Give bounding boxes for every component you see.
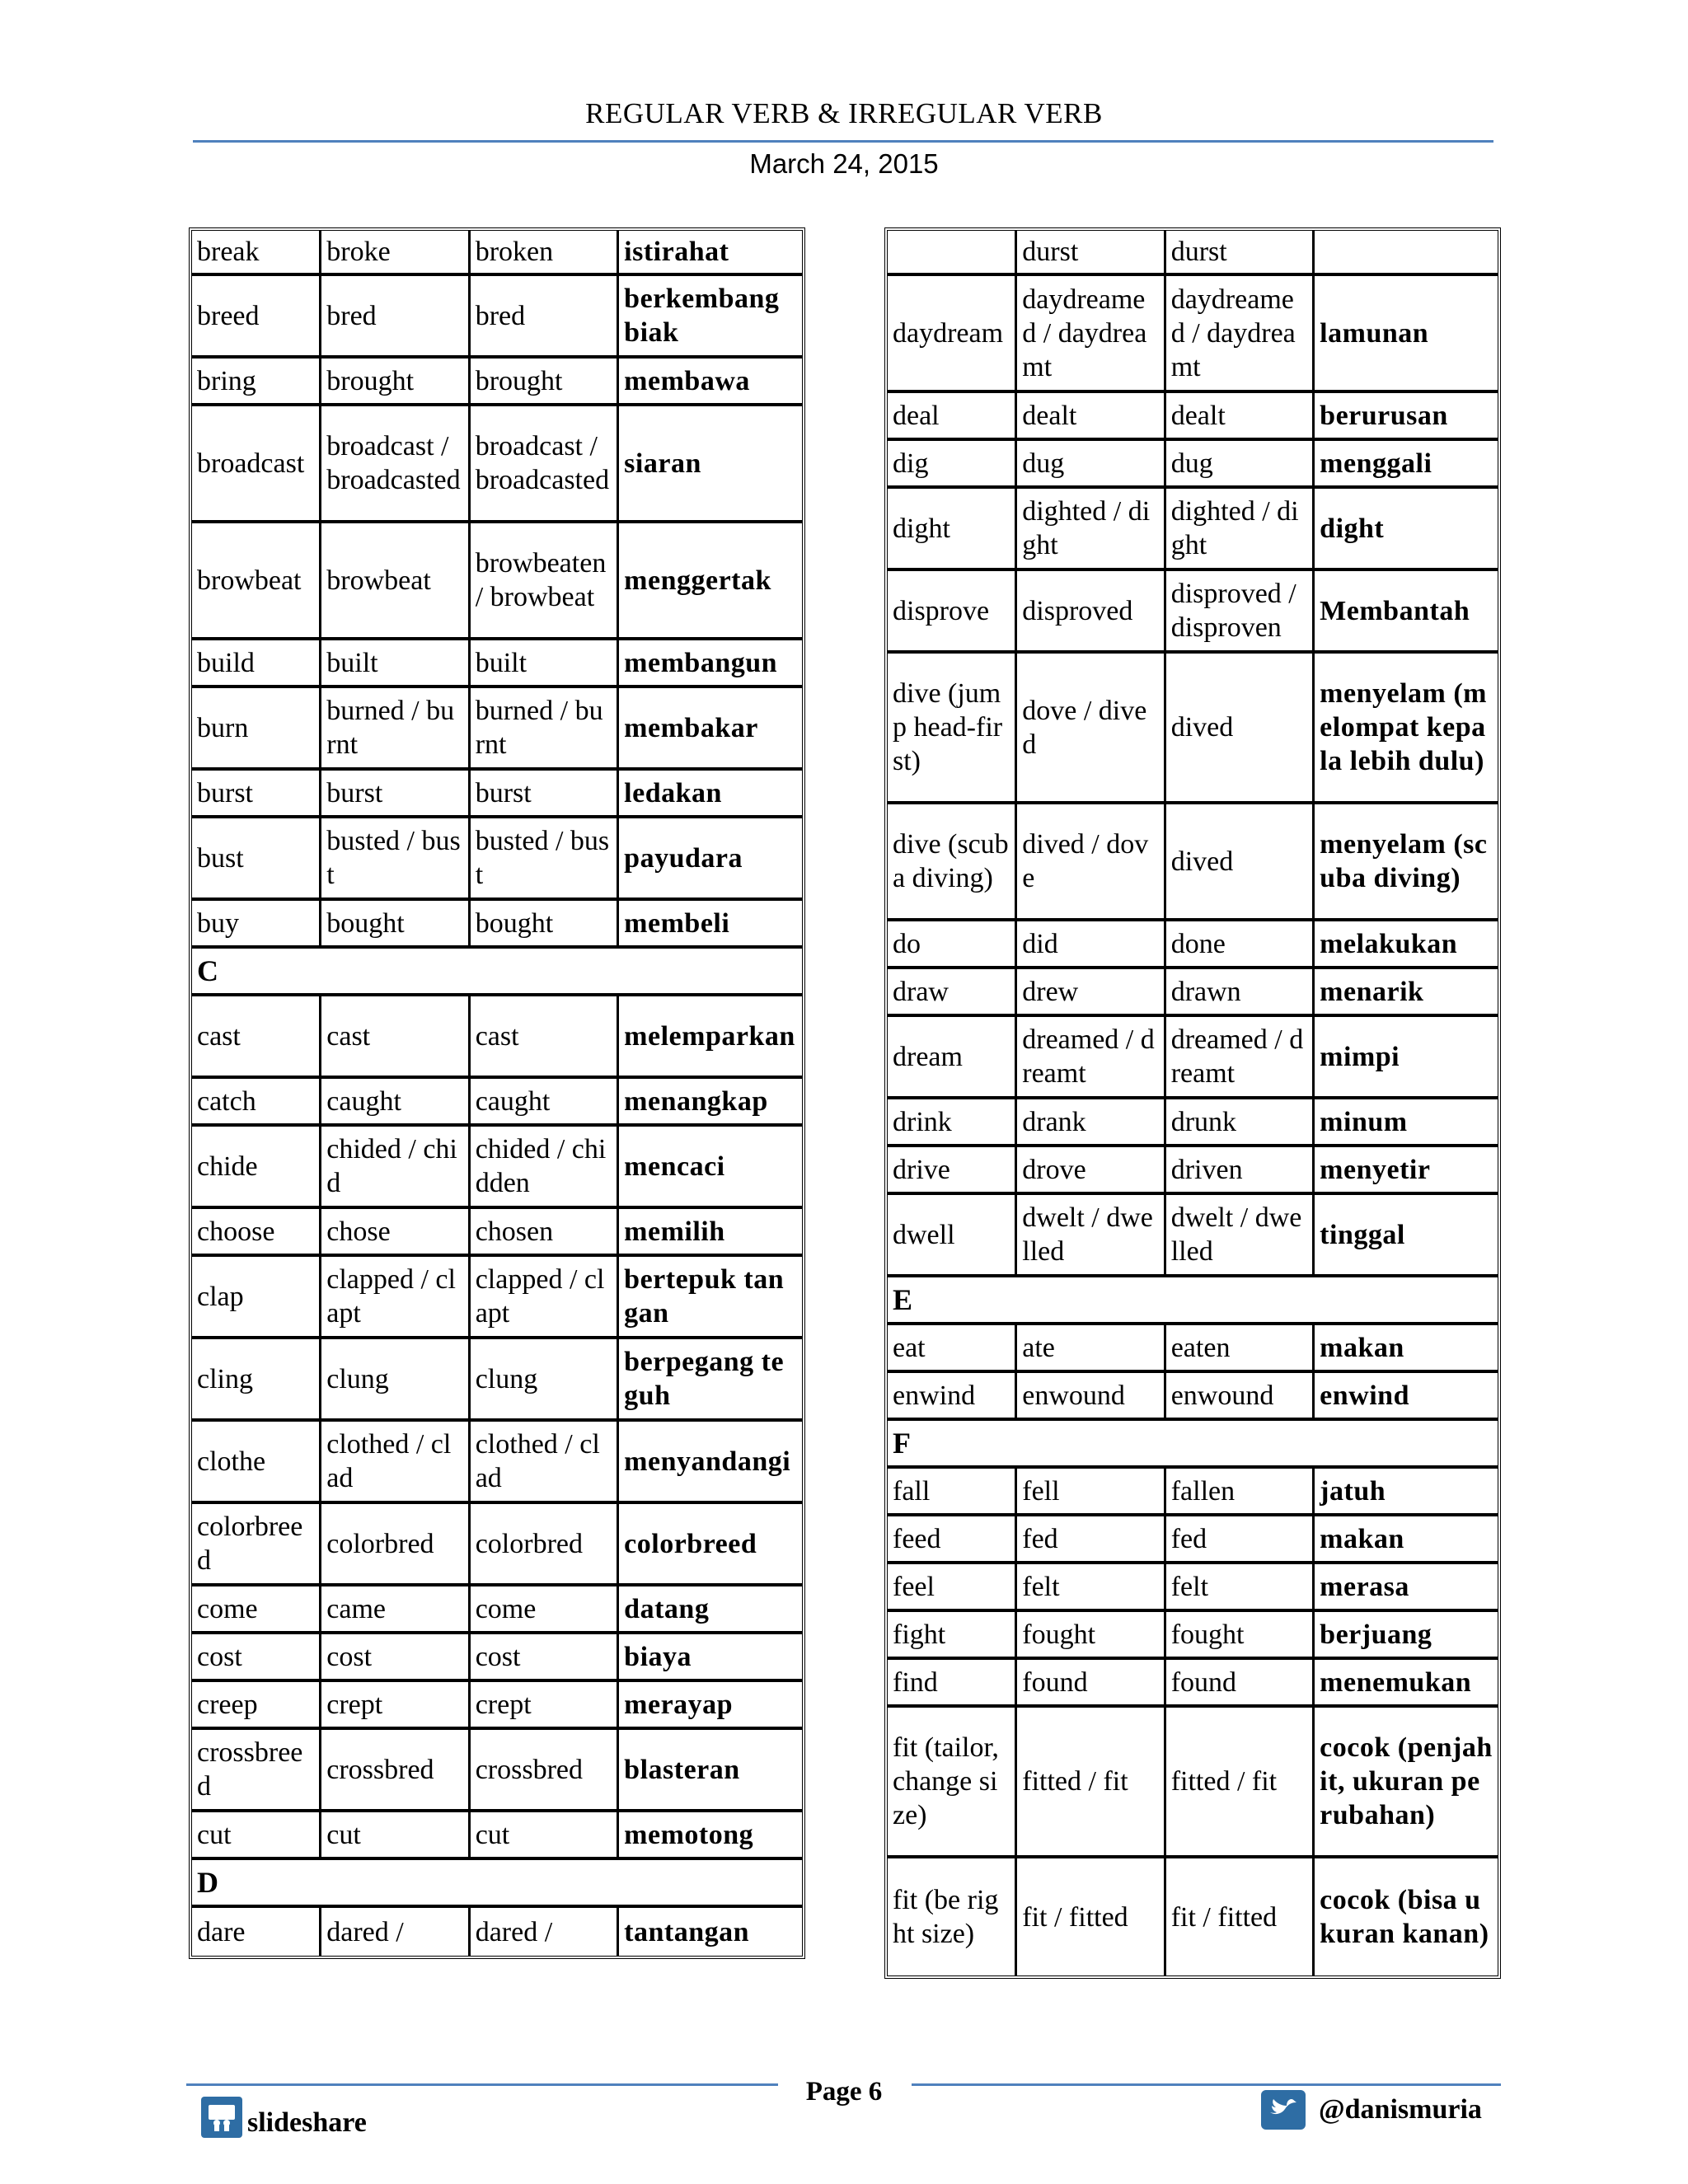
past-tense-cell: chided / chid — [321, 1127, 470, 1209]
table-row — [192, 996, 802, 1079]
base-form-cell: crossbreed — [192, 1730, 321, 1812]
table-row — [888, 1858, 1498, 1975]
base-form-cell: buy — [192, 901, 321, 949]
base-form-cell: choose — [192, 1209, 321, 1257]
base-form-cell: dream — [888, 1017, 1017, 1099]
section-letter: C — [192, 949, 802, 996]
past-participle-cell: broadcast / broadcasted — [471, 406, 619, 523]
past-participle-cell: cost — [471, 1634, 619, 1682]
indonesian-meaning-cell: blasteran — [619, 1730, 802, 1812]
indonesian-meaning-cell: colorbreed — [619, 1504, 802, 1586]
past-tense-cell: colorbred — [321, 1504, 470, 1586]
past-participle-cell: found — [1166, 1660, 1315, 1708]
base-form-cell — [888, 231, 1017, 276]
past-participle-cell: brought — [471, 359, 619, 406]
table-row — [888, 1612, 1498, 1660]
past-tense-cell: dove / dived — [1017, 654, 1165, 804]
past-tense-cell: disproved — [1017, 571, 1165, 654]
past-tense-cell: drank — [1017, 1099, 1165, 1147]
table-row — [192, 1634, 802, 1682]
indonesian-meaning-cell: lamunan — [1315, 276, 1498, 393]
indonesian-meaning-cell: menggali — [1315, 441, 1498, 489]
table-row — [888, 1147, 1498, 1195]
page-header-title: REGULAR VERB & IRREGULAR VERB — [585, 97, 1103, 129]
table-row — [888, 1277, 1498, 1325]
base-form-cell: burn — [192, 688, 321, 771]
past-participle-cell: come — [471, 1586, 619, 1634]
table-row — [192, 949, 802, 996]
verb-table-left — [189, 227, 805, 1959]
indonesian-meaning-cell: menyelam (melompat kepala lebih dulu) — [1315, 654, 1498, 804]
table-row — [888, 393, 1498, 441]
indonesian-meaning-cell: memotong — [619, 1812, 802, 1860]
past-tense-cell: fitted / fit — [1017, 1708, 1165, 1858]
table-row — [888, 921, 1498, 969]
section-letter: D — [192, 1860, 802, 1908]
indonesian-meaning-cell: datang — [619, 1586, 802, 1634]
indonesian-meaning-cell: ledakan — [619, 771, 802, 818]
section-letter: E — [888, 1277, 1498, 1325]
page-header-date: March 24, 2015 — [749, 148, 939, 179]
past-tense-cell: dared / — [321, 1908, 470, 1956]
indonesian-meaning-cell: membeli — [619, 901, 802, 949]
past-participle-cell: dealt — [1166, 393, 1315, 441]
past-tense-cell: dug — [1017, 441, 1165, 489]
past-tense-cell: drove — [1017, 1147, 1165, 1195]
past-participle-cell: dared / — [471, 1908, 619, 1956]
past-tense-cell: fed — [1017, 1516, 1165, 1564]
indonesian-meaning-cell: dight — [1315, 489, 1498, 571]
base-form-cell: dive (jump head-first) — [888, 654, 1017, 804]
past-tense-cell: drew — [1017, 969, 1165, 1017]
table-row — [888, 1708, 1498, 1858]
past-tense-cell: built — [321, 640, 470, 688]
base-form-cell: chide — [192, 1127, 321, 1209]
indonesian-meaning-cell: mencaci — [619, 1127, 802, 1209]
indonesian-meaning-cell: menarik — [1315, 969, 1498, 1017]
past-participle-cell: done — [1166, 921, 1315, 969]
base-form-cell: fight — [888, 1612, 1017, 1660]
base-form-cell: build — [192, 640, 321, 688]
indonesian-meaning-cell: menggertak — [619, 523, 802, 640]
base-form-cell: dight — [888, 489, 1017, 571]
table-row — [888, 1099, 1498, 1147]
past-tense-cell: bred — [321, 276, 470, 359]
past-participle-cell: cast — [471, 996, 619, 1079]
table-row — [192, 1812, 802, 1860]
indonesian-meaning-cell: membawa — [619, 359, 802, 406]
handle-text: @danismuria — [1319, 2094, 1482, 2125]
indonesian-meaning-cell: melemparkan — [619, 996, 802, 1079]
indonesian-meaning-cell: menangkap — [619, 1079, 802, 1127]
table-row — [192, 1422, 802, 1504]
base-form-cell: fit (be right size) — [888, 1858, 1017, 1975]
table-row — [192, 1682, 802, 1730]
past-participle-cell: disproved / disproven — [1166, 571, 1315, 654]
base-form-cell: draw — [888, 969, 1017, 1017]
table-row — [192, 276, 802, 359]
past-participle-cell: drawn — [1166, 969, 1315, 1017]
table-row — [888, 804, 1498, 921]
past-tense-cell: clothed / clad — [321, 1422, 470, 1504]
base-form-cell: deal — [888, 393, 1017, 441]
page-number: Page 6 — [805, 2077, 883, 2107]
indonesian-meaning-cell: siaran — [619, 406, 802, 523]
indonesian-meaning-cell: jatuh — [1315, 1469, 1498, 1516]
indonesian-meaning-cell: enwind — [1315, 1373, 1498, 1421]
past-participle-cell: chided / chidden — [471, 1127, 619, 1209]
base-form-cell: clothe — [192, 1422, 321, 1504]
base-form-cell: daydream — [888, 276, 1017, 393]
base-form-cell: eat — [888, 1325, 1017, 1373]
past-participle-cell: cut — [471, 1812, 619, 1860]
indonesian-meaning-cell: berurusan — [1315, 393, 1498, 441]
indonesian-meaning-cell: membakar — [619, 688, 802, 771]
base-form-cell: do — [888, 921, 1017, 969]
past-tense-cell: burned / burnt — [321, 688, 470, 771]
past-tense-cell: found — [1017, 1660, 1165, 1708]
past-tense-cell: crossbred — [321, 1730, 470, 1812]
indonesian-meaning-cell: istirahat — [619, 231, 802, 276]
past-participle-cell: clothed / clad — [471, 1422, 619, 1504]
table-row — [192, 523, 802, 640]
base-form-cell: dive (scuba diving) — [888, 804, 1017, 921]
past-tense-cell: durst — [1017, 231, 1165, 276]
indonesian-meaning-cell: Membantah — [1315, 571, 1498, 654]
base-form-cell: colorbreed — [192, 1504, 321, 1586]
table-row — [888, 1469, 1498, 1516]
brand-name: slideshare — [247, 2107, 367, 2138]
indonesian-meaning-cell: tinggal — [1315, 1195, 1498, 1277]
header-rule — [193, 140, 1493, 143]
past-tense-cell: dealt — [1017, 393, 1165, 441]
past-participle-cell: dwelt / dwelled — [1166, 1195, 1315, 1277]
table-row — [888, 1195, 1498, 1277]
past-participle-cell: bought — [471, 901, 619, 949]
table-row — [888, 1660, 1498, 1708]
table-row — [888, 1325, 1498, 1373]
past-tense-cell: clung — [321, 1339, 470, 1422]
past-participle-cell: broken — [471, 231, 619, 276]
table-row — [888, 1017, 1498, 1099]
base-form-cell: broadcast — [192, 406, 321, 523]
past-tense-cell: broke — [321, 231, 470, 276]
indonesian-meaning-cell: makan — [1315, 1516, 1498, 1564]
past-tense-cell: dived / dove — [1017, 804, 1165, 921]
past-participle-cell: fought — [1166, 1612, 1315, 1660]
past-participle-cell: fed — [1166, 1516, 1315, 1564]
base-form-cell: dare — [192, 1908, 321, 1956]
table-row — [192, 1209, 802, 1257]
base-form-cell: creep — [192, 1682, 321, 1730]
base-form-cell: bring — [192, 359, 321, 406]
table-row — [192, 818, 802, 901]
indonesian-meaning-cell: berjuang — [1315, 1612, 1498, 1660]
past-participle-cell: browbeaten / browbeat — [471, 523, 619, 640]
indonesian-meaning-cell: merasa — [1315, 1564, 1498, 1612]
past-tense-cell: fit / fitted — [1017, 1858, 1165, 1975]
indonesian-meaning-cell: menyandangi — [619, 1422, 802, 1504]
past-tense-cell: brought — [321, 359, 470, 406]
past-tense-cell: felt — [1017, 1564, 1165, 1612]
past-tense-cell: cast — [321, 996, 470, 1079]
section-letter: F — [888, 1421, 1498, 1469]
indonesian-meaning-cell: cocok (bisa ukuran kanan) — [1320, 1885, 1489, 1949]
past-tense-cell: daydreamed / daydreamt — [1017, 276, 1165, 393]
past-participle-cell: clung — [471, 1339, 619, 1422]
past-tense-cell: enwound — [1017, 1373, 1165, 1421]
past-tense-cell: caught — [321, 1079, 470, 1127]
past-participle-cell: daydreamed / daydreamt — [1166, 276, 1315, 393]
past-tense-cell: chose — [321, 1209, 470, 1257]
past-participle-cell: burned / burnt — [471, 688, 619, 771]
base-form-cell: cast — [192, 996, 321, 1079]
table-row — [192, 1257, 802, 1339]
indonesian-meaning-cell: merayap — [619, 1682, 802, 1730]
table-row — [192, 1339, 802, 1422]
base-form-cell: clap — [192, 1257, 321, 1339]
indonesian-meaning-cell: mimpi — [1315, 1017, 1498, 1099]
twitter-bird-icon — [1261, 2090, 1306, 2130]
table-row — [192, 231, 802, 276]
base-form-cell: drive — [888, 1147, 1017, 1195]
past-tense-cell: came — [321, 1586, 470, 1634]
past-tense-cell: clapped / clapt — [321, 1257, 470, 1339]
base-form-cell: bust — [192, 818, 321, 901]
indonesian-meaning-cell: menyetir — [1315, 1147, 1498, 1195]
past-participle-cell: enwound — [1166, 1373, 1315, 1421]
past-participle-cell: built — [471, 640, 619, 688]
table-row — [888, 1516, 1498, 1564]
base-form-cell: drink — [888, 1099, 1017, 1147]
base-form-cell: dwell — [888, 1195, 1017, 1277]
table-row — [192, 406, 802, 523]
indonesian-meaning-cell: cocok (penjahit, ukuran perubahan) — [1315, 1708, 1498, 1858]
base-form-cell: find — [888, 1660, 1017, 1708]
base-form-cell: breed — [192, 276, 321, 359]
past-participle-cell: driven — [1166, 1147, 1315, 1195]
past-tense-cell: crept — [321, 1682, 470, 1730]
past-participle-cell: dreamed / dreamt — [1166, 1017, 1315, 1099]
past-participle-cell: clapped / clapt — [471, 1257, 619, 1339]
slideshare-brand — [201, 2088, 367, 2138]
table-row — [192, 359, 802, 406]
base-form-cell: cost — [192, 1634, 321, 1682]
past-participle-cell: dived — [1166, 654, 1315, 804]
base-form-cell: feed — [888, 1516, 1017, 1564]
indonesian-meaning-cell — [1315, 231, 1498, 276]
table-row — [192, 1586, 802, 1634]
past-tense-cell: bought — [321, 901, 470, 949]
past-tense-cell: browbeat — [321, 523, 470, 640]
table-row — [888, 1421, 1498, 1469]
table-row — [888, 571, 1498, 654]
table-row — [192, 1908, 802, 1956]
table-row — [192, 640, 802, 688]
table-row — [192, 688, 802, 771]
past-participle-cell: chosen — [471, 1209, 619, 1257]
slideshare-logo-icon — [201, 2097, 242, 2138]
base-form-cell: catch — [192, 1079, 321, 1127]
base-form-cell: enwind — [888, 1373, 1017, 1421]
past-tense-cell: fell — [1017, 1469, 1165, 1516]
past-participle-cell: dug — [1166, 441, 1315, 489]
past-participle-cell: colorbred — [471, 1504, 619, 1586]
table-row — [888, 654, 1498, 804]
past-participle-cell: dighted / dight — [1166, 489, 1315, 571]
indonesian-meaning-cell: memilih — [619, 1209, 802, 1257]
table-row — [888, 231, 1498, 276]
indonesian-meaning-cell: menyelam (scuba diving) — [1315, 804, 1498, 921]
past-participle-cell: burst — [471, 771, 619, 818]
base-form-cell: cut — [192, 1812, 321, 1860]
table-row — [192, 1504, 802, 1586]
past-participle-cell: caught — [471, 1079, 619, 1127]
past-participle-cell: busted / bust — [471, 818, 619, 901]
indonesian-meaning-cell: melakukan — [1315, 921, 1498, 969]
past-tense-cell: broadcast / broadcasted — [321, 406, 470, 523]
table-row — [888, 276, 1498, 393]
author-handle — [1261, 2085, 1482, 2135]
table-row — [888, 441, 1498, 489]
past-participle-cell: felt — [1166, 1564, 1315, 1612]
past-tense-cell: cut — [321, 1812, 470, 1860]
table-row — [888, 489, 1498, 571]
table-row — [888, 969, 1498, 1017]
table-row — [192, 1730, 802, 1812]
indonesian-meaning-cell: berkembang biak — [619, 276, 802, 359]
past-participle-cell: crept — [471, 1682, 619, 1730]
base-form-cell: come — [192, 1586, 321, 1634]
past-participle-cell: crossbred — [471, 1730, 619, 1812]
indonesian-meaning-cell: berpegang teguh — [619, 1339, 802, 1422]
base-form-cell: disprove — [888, 571, 1017, 654]
verb-table-right — [884, 227, 1501, 1979]
past-participle-cell: dived — [1166, 804, 1315, 921]
base-form-cell: feel — [888, 1564, 1017, 1612]
past-tense-cell: did — [1017, 921, 1165, 969]
indonesian-meaning-cell: bertepuk tangan — [619, 1257, 802, 1339]
table-row — [192, 901, 802, 949]
past-participle-cell: fallen — [1166, 1469, 1315, 1516]
indonesian-meaning-cell: tantangan — [624, 1916, 750, 1947]
table-row — [192, 771, 802, 818]
past-tense-cell: dighted / dight — [1017, 489, 1165, 571]
past-tense-cell: burst — [321, 771, 470, 818]
base-form-cell: browbeat — [192, 523, 321, 640]
table-row — [192, 1079, 802, 1127]
indonesian-meaning-cell: biaya — [619, 1634, 802, 1682]
past-tense-cell: dreamed / dreamt — [1017, 1017, 1165, 1099]
past-tense-cell: cost — [321, 1634, 470, 1682]
indonesian-meaning-cell: makan — [1315, 1325, 1498, 1373]
base-form-cell: burst — [192, 771, 321, 818]
past-participle-cell: fit / fitted — [1166, 1858, 1315, 1975]
past-participle-cell: eaten — [1166, 1325, 1315, 1373]
past-tense-cell: fought — [1017, 1612, 1165, 1660]
base-form-cell: fit (tailor, change size) — [888, 1708, 1017, 1858]
past-tense-cell: dwelt / dwelled — [1017, 1195, 1165, 1277]
indonesian-meaning-cell: menemukan — [1315, 1660, 1498, 1708]
table-row — [888, 1564, 1498, 1612]
base-form-cell: dig — [888, 441, 1017, 489]
past-participle-cell: drunk — [1166, 1099, 1315, 1147]
table-row — [888, 1373, 1498, 1421]
indonesian-meaning-cell: payudara — [619, 818, 802, 901]
past-participle-cell: durst — [1166, 231, 1315, 276]
indonesian-meaning-cell: membangun — [619, 640, 802, 688]
table-row — [192, 1127, 802, 1209]
table-row — [192, 1860, 802, 1908]
base-form-cell: cling — [192, 1339, 321, 1422]
base-form-cell: break — [192, 231, 321, 276]
past-participle-cell: fitted / fit — [1166, 1708, 1315, 1858]
past-participle-cell: bred — [471, 276, 619, 359]
past-tense-cell: busted / bust — [321, 818, 470, 901]
past-tense-cell: ate — [1017, 1325, 1165, 1373]
base-form-cell: fall — [888, 1469, 1017, 1516]
indonesian-meaning-cell: minum — [1315, 1099, 1498, 1147]
